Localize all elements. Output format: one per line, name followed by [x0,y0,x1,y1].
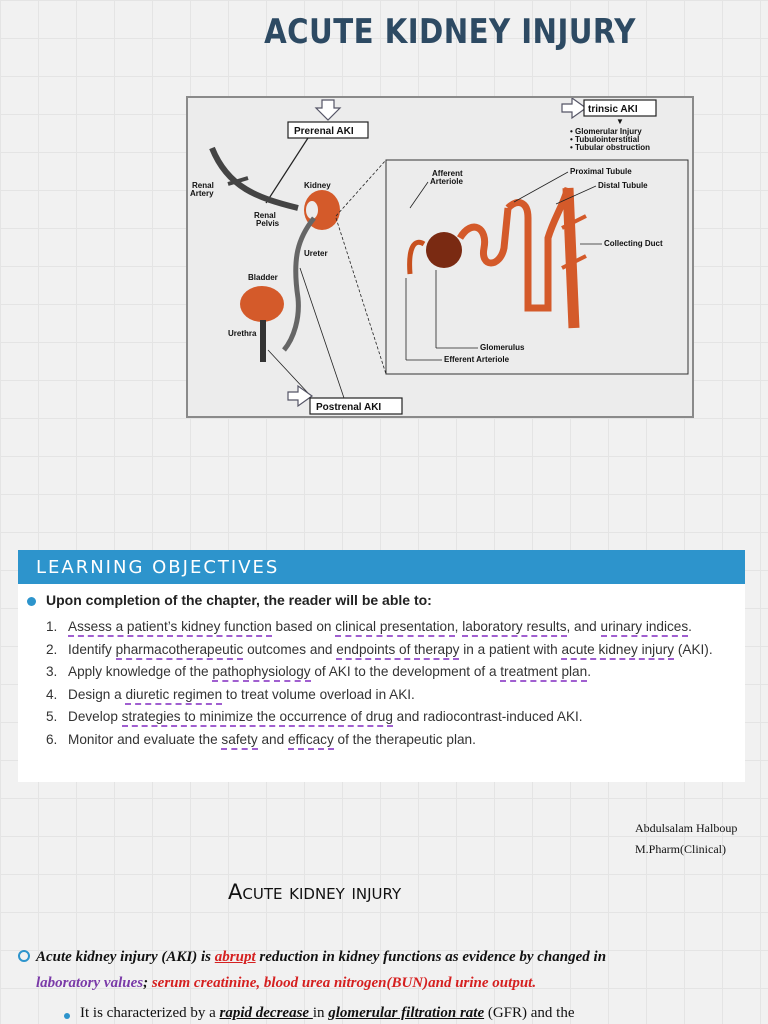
author-degree: M.Pharm(Clinical) [635,842,726,856]
postrenal-label: Postrenal AKI [316,402,382,413]
svg-text:Renal: Renal [192,181,214,190]
svg-text:Arteriole: Arteriole [430,177,463,186]
author-block [635,818,737,860]
svg-text:▼: ▼ [616,117,624,126]
objective-item: 6. Monitor and evaluate the safety and efficacy of the therapeutic plan. [46,729,741,752]
svg-text:Kidney: Kidney [304,181,331,190]
section-title: Acute kidney injury [228,880,402,904]
objective-item: 3. Apply knowledge of the pathophysiology of AKI to the development of a treatment plan. [46,661,741,684]
intrinsic-label: trinsic AKI [588,104,638,115]
bladder-shape [240,286,284,322]
svg-text:Ureter: Ureter [304,249,328,258]
svg-text:Proximal Tubule: Proximal Tubule [570,167,632,176]
postrenal-arrow-icon [288,386,312,406]
page-title: ACUTE KIDNEY INJURY [264,12,636,52]
prerenal-arrow-icon [316,100,340,120]
svg-text:Efferent Arteriole: Efferent Arteriole [444,355,510,364]
objective-item: 2. Identify pharmacotherapeutic outcomes and endpoints of therapy in a patient with acute kidney injury (AKI). [46,639,741,662]
learning-objectives-panel [18,550,745,782]
bullet-dot-icon [64,1013,70,1019]
bullet-dot-icon [27,597,36,606]
svg-text:Glomerulus: Glomerulus [480,343,525,352]
svg-text:Distal Tubule: Distal Tubule [598,181,648,190]
objectives-intro: Upon completion of the chapter, the reader will be able to: [46,592,432,608]
objectives-list [46,616,741,751]
svg-text:Renal: Renal [254,211,276,220]
svg-text:Afferent: Afferent [432,169,463,178]
learning-objectives-heading: LEARNING OBJECTIVES [18,550,745,584]
objective-item: 1. Assess a patient’s kidney function based on clinical presentation, laboratory results, and urinary indices. [46,616,741,639]
author-name: Abdulsalam Halboup [635,821,738,835]
objective-item: 4. Design a diuretic regimen to treat volume overload in AKI. [46,684,741,707]
svg-text:Pelvis: Pelvis [256,219,280,228]
definition-bullet: Acute kidney injury (AKI) is abrupt reduction in kidney functions as evidence by changed in laboratory values; serum creatinine, blood urea nitrogen(BUN)and urine output. [36,944,746,996]
intrinsic-item-3: • Tubular obstruction [570,143,650,152]
prerenal-label: Prerenal AKI [294,126,354,137]
svg-text:Urethra: Urethra [228,329,257,338]
intrinsic-arrow-icon [562,98,586,118]
svg-text:Bladder: Bladder [248,273,278,282]
svg-text:Collecting Duct: Collecting Duct [604,239,663,248]
glomerulus-shape [426,232,462,268]
svg-text:Artery: Artery [190,189,214,198]
aki-diagram [186,96,694,418]
ring-bullet-icon [18,950,30,962]
intrinsic-item-1: • Glomerular Injury [570,127,642,136]
characteristic-bullet: It is characterized by a rapid decrease in glomerular filtration rate (GFR) and the [80,1005,750,1022]
objective-item: 5. Develop strategies to minimize the occurrence of drug and radiocontrast-induced AKI. [46,706,741,729]
intrinsic-item-2: • Tubulointerstitial [570,135,640,144]
